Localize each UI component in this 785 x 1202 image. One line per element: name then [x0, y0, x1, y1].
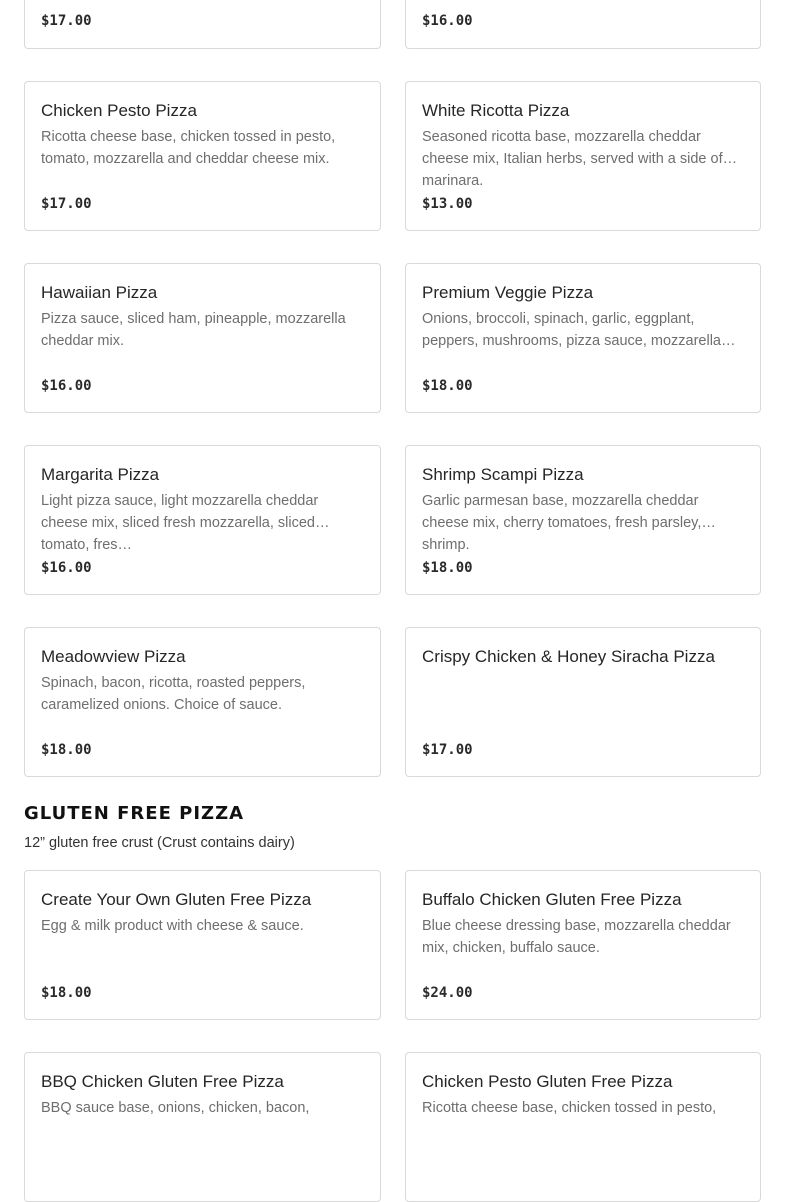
- item-price: $16.00: [41, 378, 92, 394]
- pizza-menu-grid: [24, 81, 761, 777]
- menu-item-chicken-pesto-gluten-free-pizza[interactable]: [405, 1052, 761, 1202]
- menu-item-margarita-pizza[interactable]: [24, 445, 381, 595]
- item-price: $17.00: [41, 13, 92, 29]
- item-name: Create Your Own Gluten Free Pizza: [41, 890, 312, 909]
- menu-item-white-ricotta-pizza[interactable]: [405, 81, 761, 231]
- item-name: Crispy Chicken & Honey Siracha Pizza: [422, 647, 715, 666]
- item-name: BBQ Chicken Gluten Free Pizza: [41, 1072, 284, 1091]
- item-description: Ricotta cheese base, chicken tossed in pesto,: [422, 1100, 717, 1116]
- menu-item-premium-veggie-pizza[interactable]: [405, 263, 761, 413]
- item-description: Garlic parmesan base, mozzarella cheddar cheese mix, cherry tomatoes, fresh parsley, shrimp.: [422, 493, 702, 553]
- item-price: $13.00: [422, 196, 473, 212]
- item-name: Hawaiian Pizza: [41, 283, 158, 302]
- menu-grid-top: [24, 0, 761, 49]
- item-name: Chicken Pesto Pizza: [41, 101, 197, 120]
- item-price: $17.00: [41, 196, 92, 212]
- item-price: $18.00: [422, 378, 473, 394]
- menu-content: [24, 0, 761, 1202]
- gluten-free-menu-grid: [24, 870, 761, 1202]
- item-price: $18.00: [41, 742, 92, 758]
- item-description: Egg & milk product with cheese & sauce.: [41, 918, 304, 934]
- item-price: $17.00: [422, 742, 473, 758]
- item-description: [422, 672, 744, 716]
- item-name: Buffalo Chicken Gluten Free Pizza: [422, 890, 682, 909]
- section-title: GLUTEN FREE PIZZA: [24, 803, 245, 824]
- menu-item-hawaiian-pizza[interactable]: [24, 263, 381, 413]
- item-name: White Ricotta Pizza: [422, 101, 570, 120]
- section-subtitle: 12” gluten free crust (Crust contains dairy): [24, 835, 295, 851]
- item-description: Spinach, bacon, ricotta, roasted peppers, caramelized onions. Choice of sauce.: [41, 675, 306, 713]
- menu-item-buffalo-chicken-gluten-free-pizza[interactable]: [405, 870, 761, 1020]
- menu-item-bbq-chicken-gluten-free-pizza[interactable]: [24, 1052, 381, 1202]
- item-name: Shrimp Scampi Pizza: [422, 465, 584, 484]
- item-price: $16.00: [422, 13, 473, 29]
- item-price: $18.00: [41, 985, 92, 1001]
- item-description: Seasoned ricotta base, mozzarella cheddar cheese mix, Italian herbs, served with a side of marinara.: [422, 129, 723, 189]
- item-name: Meadowview Pizza: [41, 647, 186, 666]
- item-name: Margarita Pizza: [41, 465, 160, 484]
- menu-item-create-your-own-gluten-free-pizza[interactable]: [24, 870, 381, 1020]
- item-description: BBQ sauce base, onions, chicken, bacon,: [41, 1100, 310, 1116]
- item-description: Blue cheese dressing base, mozzarella cheddar mix, chicken, buffalo sauce.: [422, 918, 731, 956]
- item-description: Light pizza sauce, light mozzarella cheddar cheese mix, sliced fresh mozzarella, sliced tomato, fres…: [41, 493, 319, 553]
- item-name: Premium Veggie Pizza: [422, 283, 594, 302]
- item-description: Ricotta cheese base, chicken tossed in pesto, tomato, mozzarella and cheddar cheese mix.: [41, 129, 336, 167]
- item-name: Chicken Pesto Gluten Free Pizza: [422, 1072, 673, 1091]
- item-description: Pizza sauce, sliced ham, pineapple, mozzarella cheddar mix.: [41, 311, 346, 349]
- gluten-free-section: [24, 803, 761, 1202]
- menu-item-card[interactable]: [405, 0, 761, 49]
- item-price: $18.00: [422, 560, 473, 576]
- menu-item-meadowview-pizza[interactable]: [24, 627, 381, 777]
- item-price: $24.00: [422, 985, 473, 1001]
- menu-item-chicken-pesto-pizza[interactable]: [24, 81, 381, 231]
- item-price: $16.00: [41, 560, 92, 576]
- menu-item-crispy-chicken-honey-siracha-pizza[interactable]: [405, 627, 761, 777]
- menu-item-shrimp-scampi-pizza[interactable]: [405, 445, 761, 595]
- menu-item-card[interactable]: [24, 0, 381, 49]
- item-description: Onions, broccoli, spinach, garlic, eggplant, peppers, mushrooms, pizza sauce, mozzarella…: [422, 311, 736, 349]
